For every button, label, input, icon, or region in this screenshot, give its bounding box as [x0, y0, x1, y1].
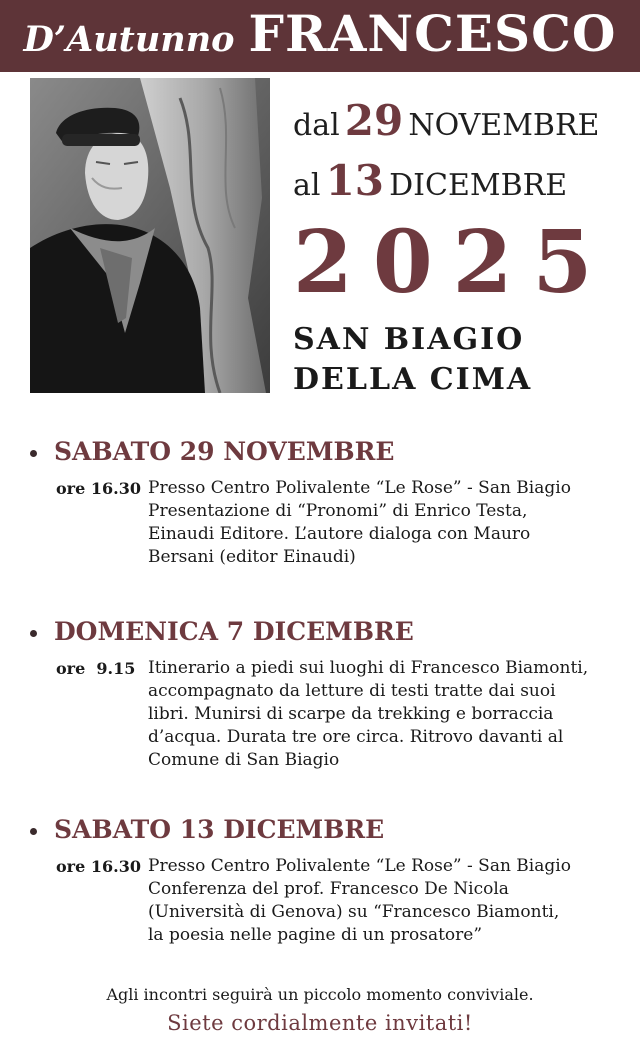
event-1-line: Presentazione di “Pronomi” di Enrico Testa,: [148, 501, 528, 521]
event-2-line: d’acqua. Durata tre ore circa. Ritrovo davanti al: [148, 727, 564, 747]
event-1-description: [148, 477, 614, 569]
event-3-line: Conferenza del prof. Francesco De Nicola: [148, 879, 509, 899]
event-1-title: SABATO 29 NOVEMBRE: [54, 437, 395, 466]
event-2-line: Itinerario a piedi sui luoghi di Francesco Biamonti,: [148, 658, 589, 678]
title-name: FRANCESCO: [248, 4, 617, 63]
event-3-time: ore 16.30: [56, 857, 141, 876]
portrait-photo: [30, 78, 270, 393]
title-banner: [0, 0, 640, 72]
date-to-month: DICEMBRE: [389, 168, 568, 203]
event-1-title-row: [30, 437, 394, 466]
event-2-time: ore 9.15: [56, 659, 136, 678]
event-3-title: SABATO 13 DICEMBRE: [54, 815, 385, 844]
event-1-line: Einaudi Editore. L’autore dialoga con Mauro: [148, 524, 531, 544]
event-3-line: la poesia nelle pagine di un prosatore”: [148, 925, 483, 945]
portrait-illustration: [30, 78, 270, 393]
event-1-line: Bersani (editor Einaudi): [148, 547, 356, 567]
footer-invite: Siete cordialmente invitati!: [167, 1011, 473, 1035]
event-3-title-row: [30, 815, 384, 844]
date-to-day: 13: [325, 156, 385, 205]
bullet-icon: [30, 630, 37, 637]
event-2-title: DOMENICA 7 DICEMBRE: [54, 617, 414, 646]
bullet-icon: [30, 450, 37, 457]
event-1-line: Presso Centro Polivalente “Le Rose” - San Biagio: [148, 478, 571, 498]
date-from-word: dal: [293, 108, 340, 143]
date-to: [293, 156, 623, 216]
event-3-line: (Università di Genova) su “Francesco Biamonti,: [148, 902, 560, 922]
event-2-title-row: [30, 617, 414, 646]
event-2-description: [148, 657, 614, 772]
date-from-month: NOVEMBRE: [408, 108, 600, 143]
event-location: [293, 320, 532, 400]
date-from-day: 29: [344, 96, 404, 145]
bullet-icon: [30, 828, 37, 835]
event-1-time: ore 16.30: [56, 479, 141, 498]
location-line-2: DELLA CIMA: [293, 362, 533, 397]
event-2-line: accompagnato da letture di testi tratte dai suoi: [148, 681, 556, 701]
event-3-description: [148, 855, 614, 947]
event-2-line: libri. Munirsi di scarpe da trekking e borraccia: [148, 704, 554, 724]
location-line-1: SAN BIAGIO: [293, 322, 525, 357]
footer-note: Agli incontri seguirà un piccolo momento conviviale.: [106, 985, 534, 1004]
event-2-line: Comune di San Biagio: [148, 750, 340, 770]
event-year: 2025: [293, 212, 613, 313]
event-3-line: Presso Centro Polivalente “Le Rose” - San Biagio: [148, 856, 571, 876]
date-range: [293, 96, 623, 216]
title-prefix: D’Autunno: [23, 19, 235, 60]
date-from: [293, 96, 623, 156]
date-to-word: al: [293, 168, 321, 203]
